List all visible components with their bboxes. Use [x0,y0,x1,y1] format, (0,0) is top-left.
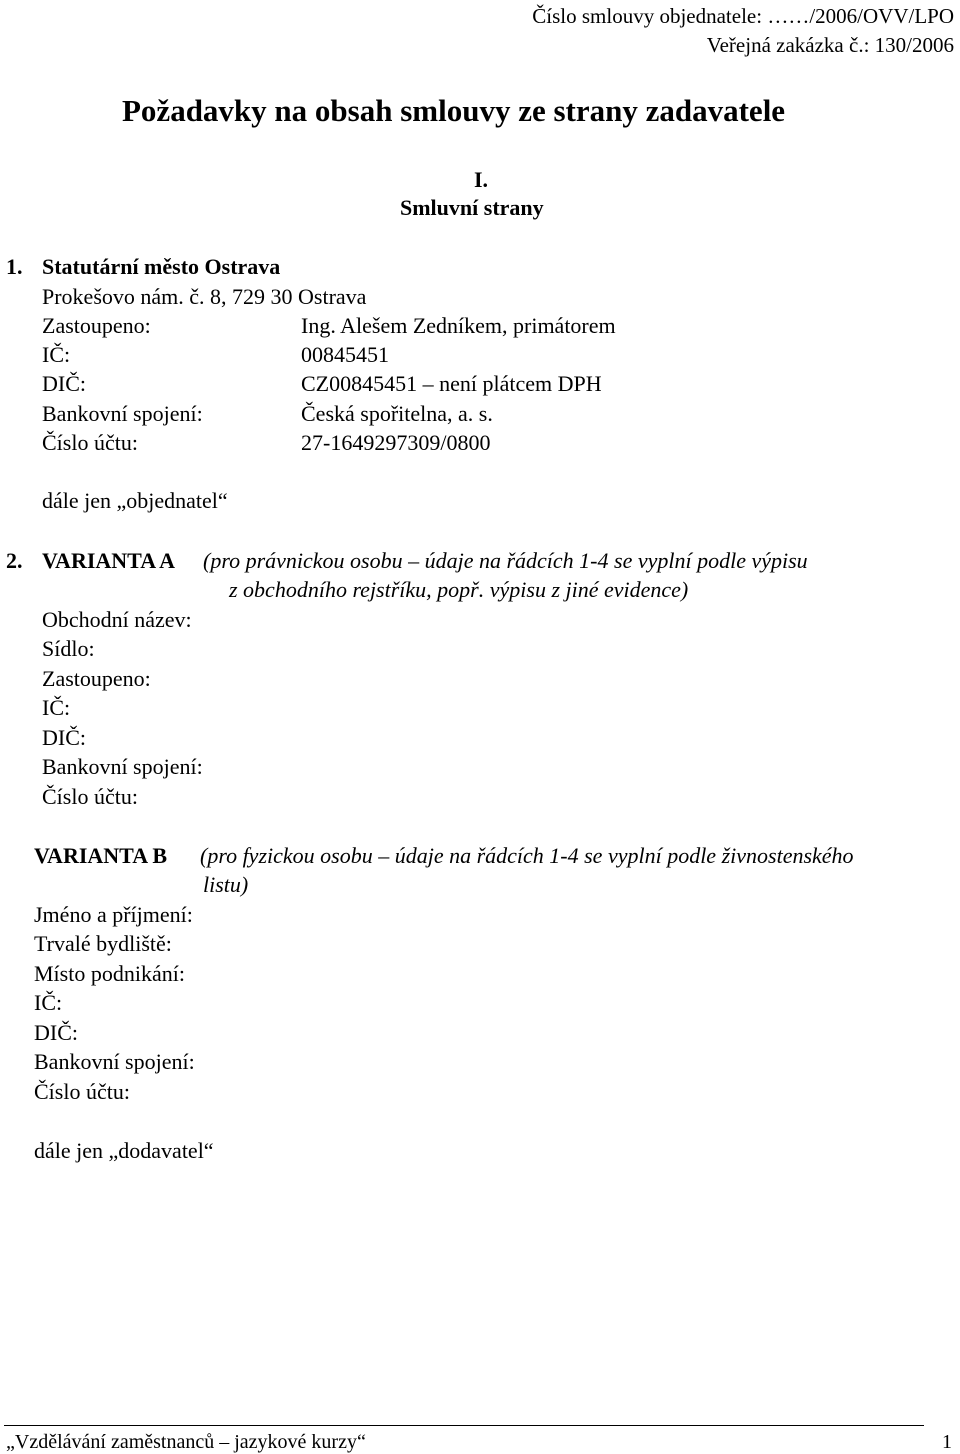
variant-a-note-line2: z obchodního rejstříku, popř. výpisu z jiné evidence) [229,577,689,602]
page-number: 1 [942,1431,952,1453]
variant-b-field: Bankovní spojení: [34,1049,195,1074]
variant-a-field: Číslo účtu: [42,784,138,809]
tender-number: Veřejná zakázka č.: 130/2006 [706,33,954,57]
variant-b-field: Místo podnikání: [34,961,185,986]
party1-label-dic: DIČ: [42,371,86,396]
variant-a-field: Bankovní spojení: [42,754,203,779]
party1-address: Prokešovo nám. č. 8, 729 30 Ostrava [42,284,367,309]
variant-b-field: DIČ: [34,1020,78,1045]
variant-a-note-line1: (pro právnickou osobu – údaje na řádcích 1-4 se vyplní podle výpisu [203,548,808,573]
variant-a-field: Sídlo: [42,636,95,661]
party1-label-represented: Zastoupeno: [42,313,151,338]
party1-number: 1. [6,254,23,279]
variant-b-label: VARIANTA B [34,843,168,868]
party1-name: Statutární město Ostrava [42,254,281,279]
page-title: Požadavky na obsah smlouvy ze strany zadavatele [122,93,786,128]
variant-b-field: IČ: [34,990,63,1015]
contract-number: Číslo smlouvy objednatele: ……/2006/OVV/LPO [532,4,954,28]
variant-a-field: IČ: [42,695,71,720]
party1-value-dic: CZ00845451 – není plátcem DPH [301,371,602,396]
section-title: Smluvní strany [400,195,544,220]
party1-value-bank: Česká spořitelna, a. s. [301,401,493,426]
party2-designation: dále jen „dodavatel“ [34,1138,214,1163]
section-number: I. [474,167,489,192]
party1-label-account: Číslo účtu: [42,430,138,455]
variant-a-field: Obchodní název: [42,607,192,632]
variant-b-field: Číslo účtu: [34,1079,130,1104]
variant-b-field: Trvalé bydliště: [34,931,172,956]
variant-a-label: VARIANTA A [42,548,176,573]
party2-number: 2. [6,548,23,573]
variant-b-note-line1: (pro fyzickou osobu – údaje na řádcích 1-4 se vyplní podle živnostenského [200,843,854,868]
party1-label-ic: IČ: [42,342,71,367]
footer-text: „Vzdělávání zaměstnanců – jazykové kurzy“ [6,1431,366,1453]
variant-a-field: Zastoupeno: [42,666,151,691]
party1-designation: dále jen „objednatel“ [42,488,228,513]
variant-a-field: DIČ: [42,725,86,750]
party1-value-represented: Ing. Alešem Zedníkem, primátorem [301,313,616,338]
party1-label-bank: Bankovní spojení: [42,401,203,426]
party1-value-account: 27-1649297309/0800 [301,430,491,455]
footer-rule [4,1425,924,1426]
variant-b-field: Jméno a příjmení: [34,902,193,927]
party1-value-ic: 00845451 [301,342,389,367]
variant-b-note-line2: listu) [203,872,249,897]
